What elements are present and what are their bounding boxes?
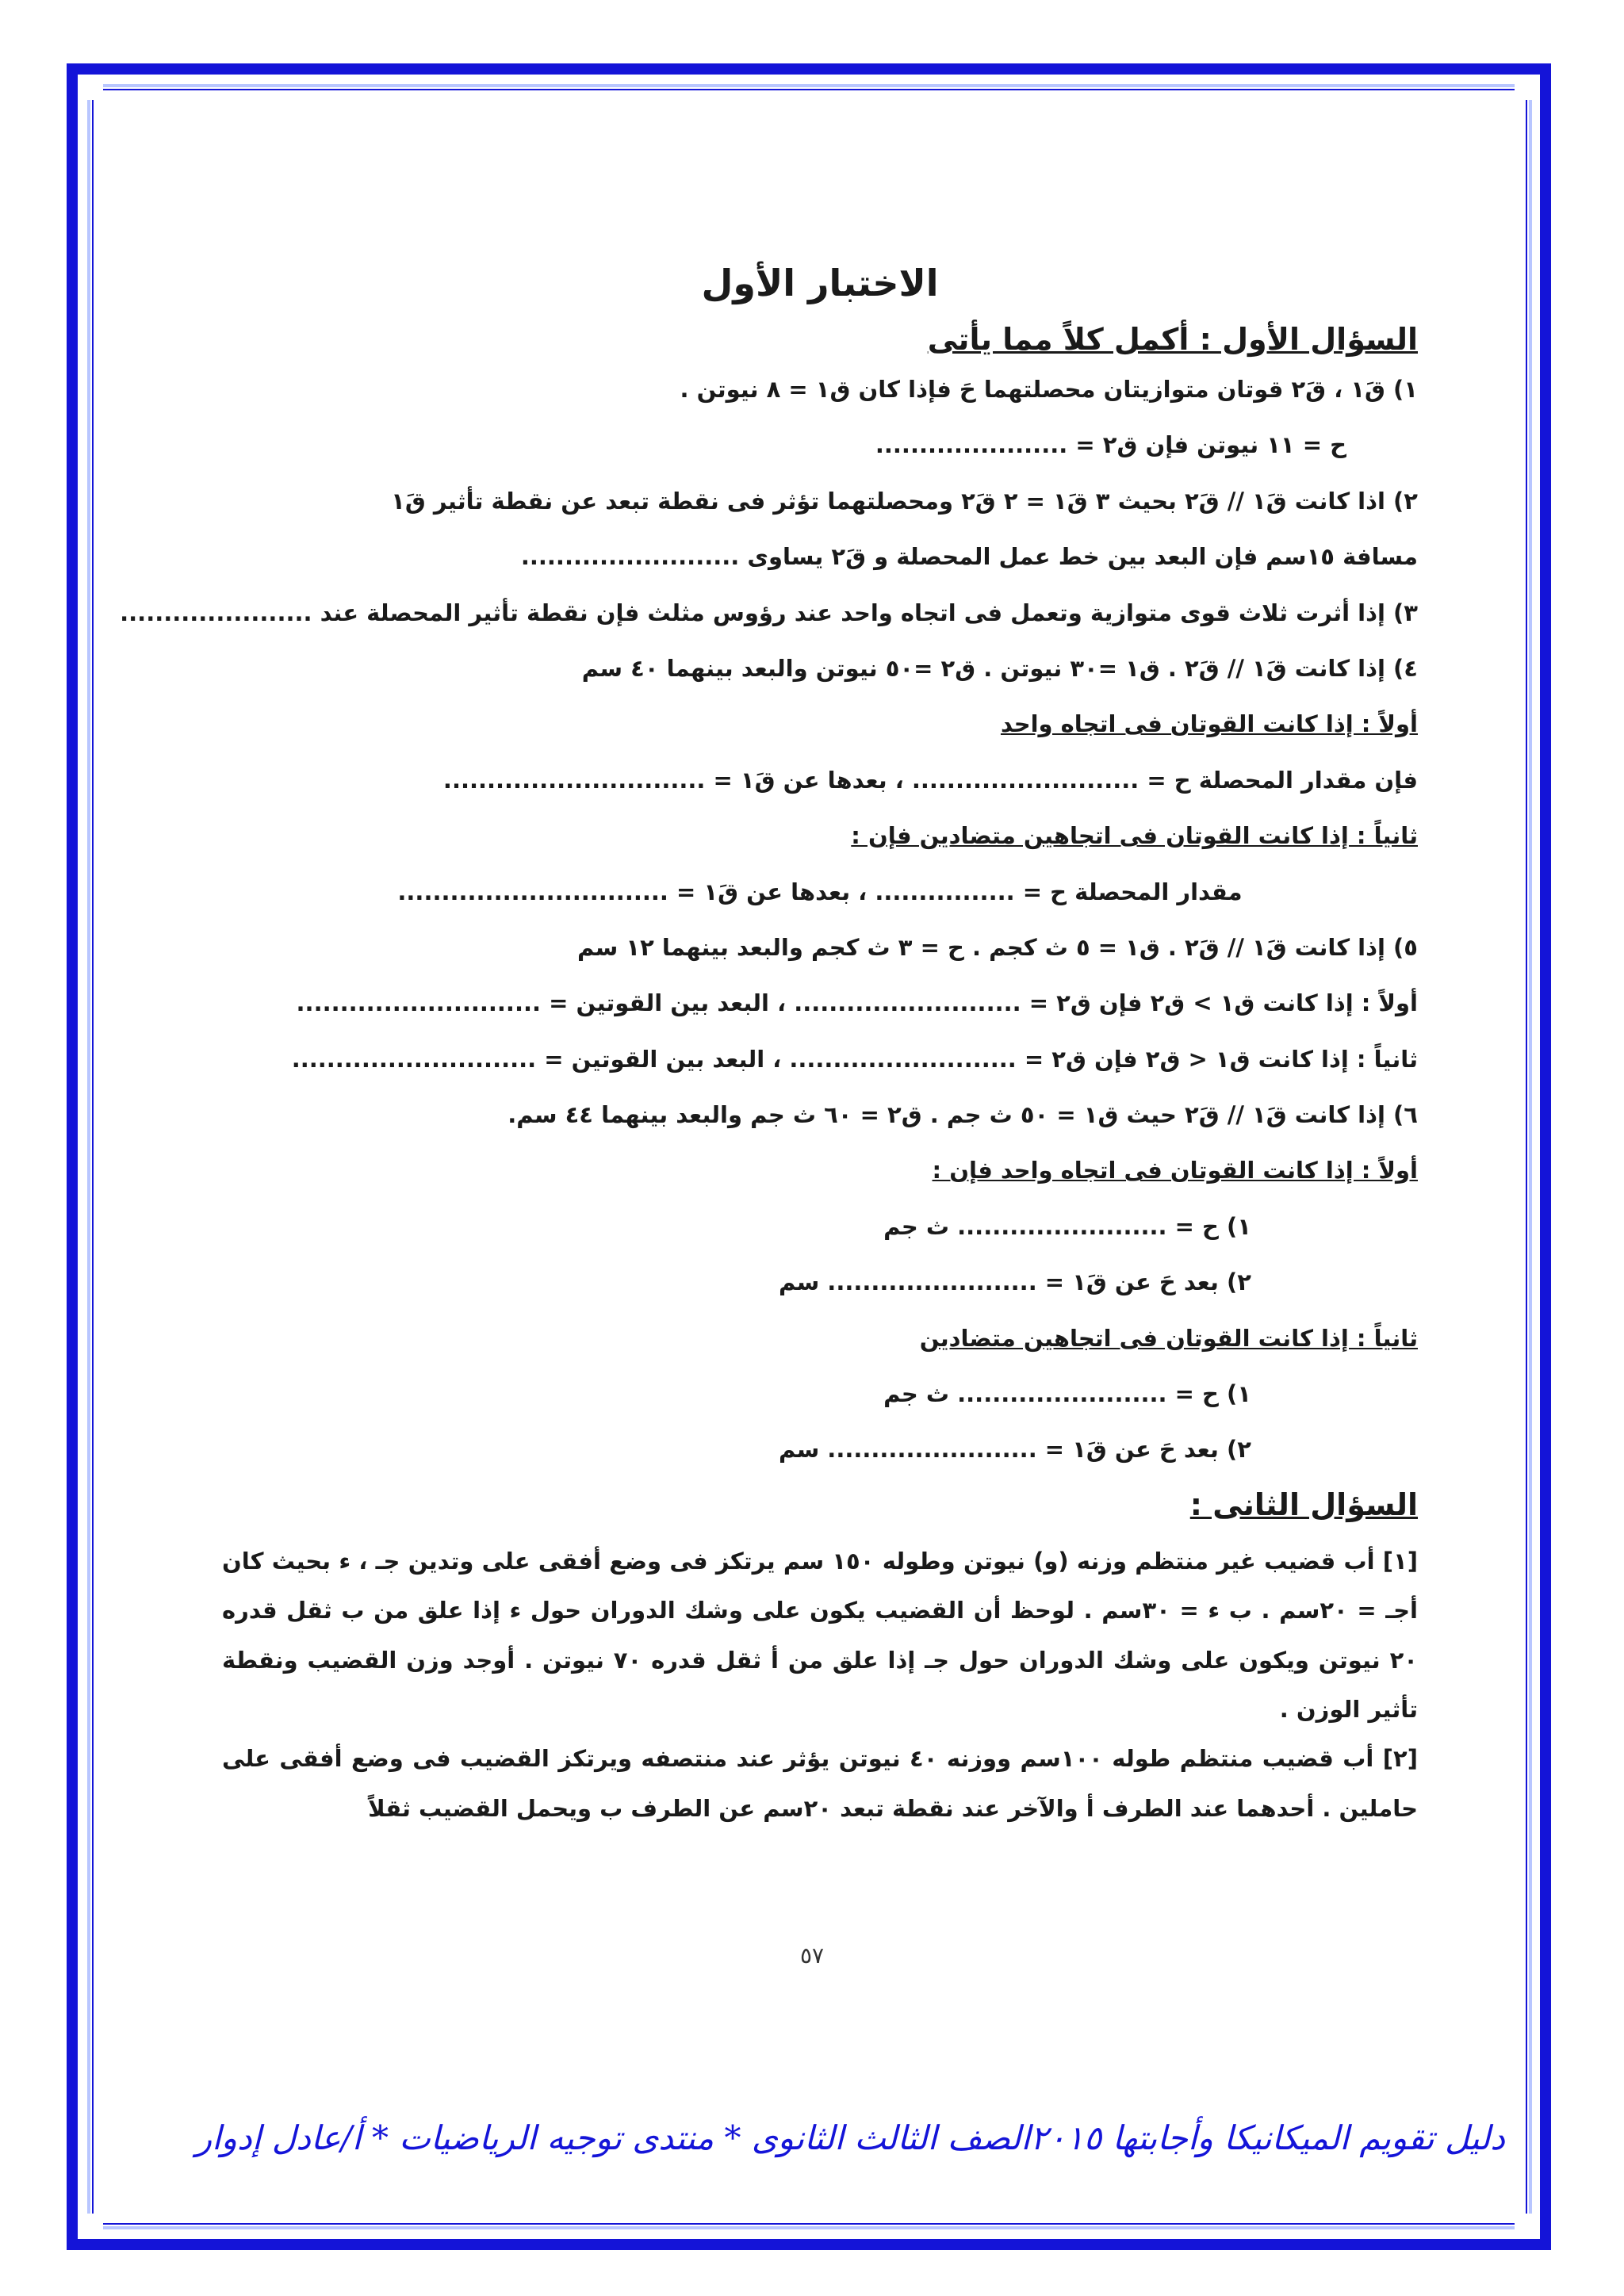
q1-line-5: ٣) إذا أثرت ثلاث قوى متوازية وتعمل فى اتجاه واحد عند رؤوس مثلث فإن نقطة تأثير المحصلة عند ...................... <box>120 599 1418 626</box>
q1-line-1: ١) قَ١ ، قَ٢ قوتان متوازيتان محصلتهما حَ فإذا كان ق١ = ٨ نيوتن . <box>680 376 1418 403</box>
q1-line-12: أولاً : إذا كانت ق١ > ق٢ فإن ق٢ = .......................... ، البعد بين القوتين = ............................ <box>296 989 1418 1017</box>
border-corner-top-left <box>67 63 103 100</box>
q2-paragraph-2: [٢] أب قضيب منتظم طوله ١٠٠سم ووزنه ٤٠ نيوتن يؤثر عند منتصفه ويرتكز القضيب فى وضع أفقى على حاملين . أحدهما عند الطرف أ والآخر عند نقطة تبعد ٢٠سم عن الطرف ب ويحمل القضيب ثقلاً <box>222 1745 1418 1822</box>
q1-line-8: فإن مقدار المحصلة ح = .......................... ، بعدها عن قَ١ = .............................. <box>442 766 1418 794</box>
border-corner-bottom-left <box>67 2214 103 2250</box>
q2-paragraph-1: [١] أب قضيب غير منتظم وزنه (و) نيوتن وطوله ١٥٠ سم يرتكز فى وضع أفقى على وتدين جـ ، ء بحيث كان أجـ = ٢٠سم . ب ء = ٣٠سم . لوحظ أن القضيب يكون على وشك الدوران حول ء إذا علق من ب ثقل قدره ٢٠ نيوتن ويكون على وشك الدوران حول جـ إذا علق من أ ثقل قدره ٧٠ نيوتن . أوجد وزن القضيب ونقطة تأثير الوزن . <box>222 1547 1418 1723</box>
q1-line-20: ٢) بعد حَ عن قَ١ = ........................ سم <box>778 1436 1251 1464</box>
q1-line-16: ١) ح = ........................ ث جم <box>883 1212 1251 1240</box>
test-title: الاختبار الأول <box>701 262 939 304</box>
q1-line-11: ٥) إذا كانت قَ١ // قَ٢ . ق١ = ٥ ث كجم . ح = ٣ ث كجم والبعد بينهما ١٢ سم <box>577 933 1418 961</box>
q1-line-19: ١) ح = ........................ ث جم <box>883 1380 1251 1408</box>
question-one-heading: السؤال الأول : أكمل كلاً مما يأتى <box>927 322 1418 357</box>
question-two-heading: السؤال الثانى : <box>1189 1487 1418 1522</box>
q1-line-10: مقدار المحصلة ح = ................ ، بعدها عن قَ١ = ............................... <box>397 878 1243 905</box>
q1-line-15: أولاً : إذا كانت القوتان فى اتجاه واحد فإن : <box>932 1157 1418 1184</box>
page-number: ٥٧ <box>799 1942 825 1969</box>
q1-line-13: ثانياً : إذا كانت ق١ < ق٢ فإن ق٢ = .......................... ، البعد بين القوتين = ............................ <box>291 1045 1418 1073</box>
border-corner-bottom-right <box>1515 2214 1551 2250</box>
border-corner-top-right <box>1515 63 1551 100</box>
q1-line-14: ٦) إذا كانت قَ١ // قَ٢ حيث ق١ = ٥٠ ث جم . ق٢ = ٦٠ ث جم والبعد بينهما ٤٤ سم. <box>508 1101 1418 1129</box>
q1-line-3: ٢) اذا كانت قَ١ // قَ٢ بحيث ٣ قَ١ = ٢ قَ٢ ومحصلتهما تؤثر فى نقطة تبعد عن نقطة تأثير قَ١ <box>391 487 1418 515</box>
q1-line-4: مسافة ١٥سم فإن البعد بين خط عمل المحصلة و قَ٢ يساوى ......................... <box>520 543 1418 571</box>
q1-line-9: ثانياً : إذا كانت القوتان فى اتجاهين متضادين فإن : <box>851 822 1418 850</box>
q1-line-7: أولاً : إذا كانت القوتان فى اتجاه واحد <box>1000 710 1418 738</box>
q1-line-17: ٢) بعد حَ عن قَ١ = ........................ سم <box>778 1269 1251 1296</box>
footer-credit: دليل تقويم الميكانيكا وأجابتها ٢٠١٥الصف الثالث الثانوى * منتدى توجيه الرياضيات * أ/عادل إدوار <box>195 2118 1505 2157</box>
page-content <box>120 262 1418 1833</box>
q1-line-6: ٤) إذا كانت قَ١ // قَ٢ . ق١ =٣٠ نيوتن . ق٢ =٥٠ نيوتن والبعد بينهما ٤٠ سم <box>581 654 1418 682</box>
q1-line-18: ثانياً : إذا كانت القوتان فى اتجاهين متضادين <box>919 1324 1418 1352</box>
q1-line-2: ح = ١١ نيوتن فإن ق٢ = ...................... <box>875 431 1346 459</box>
